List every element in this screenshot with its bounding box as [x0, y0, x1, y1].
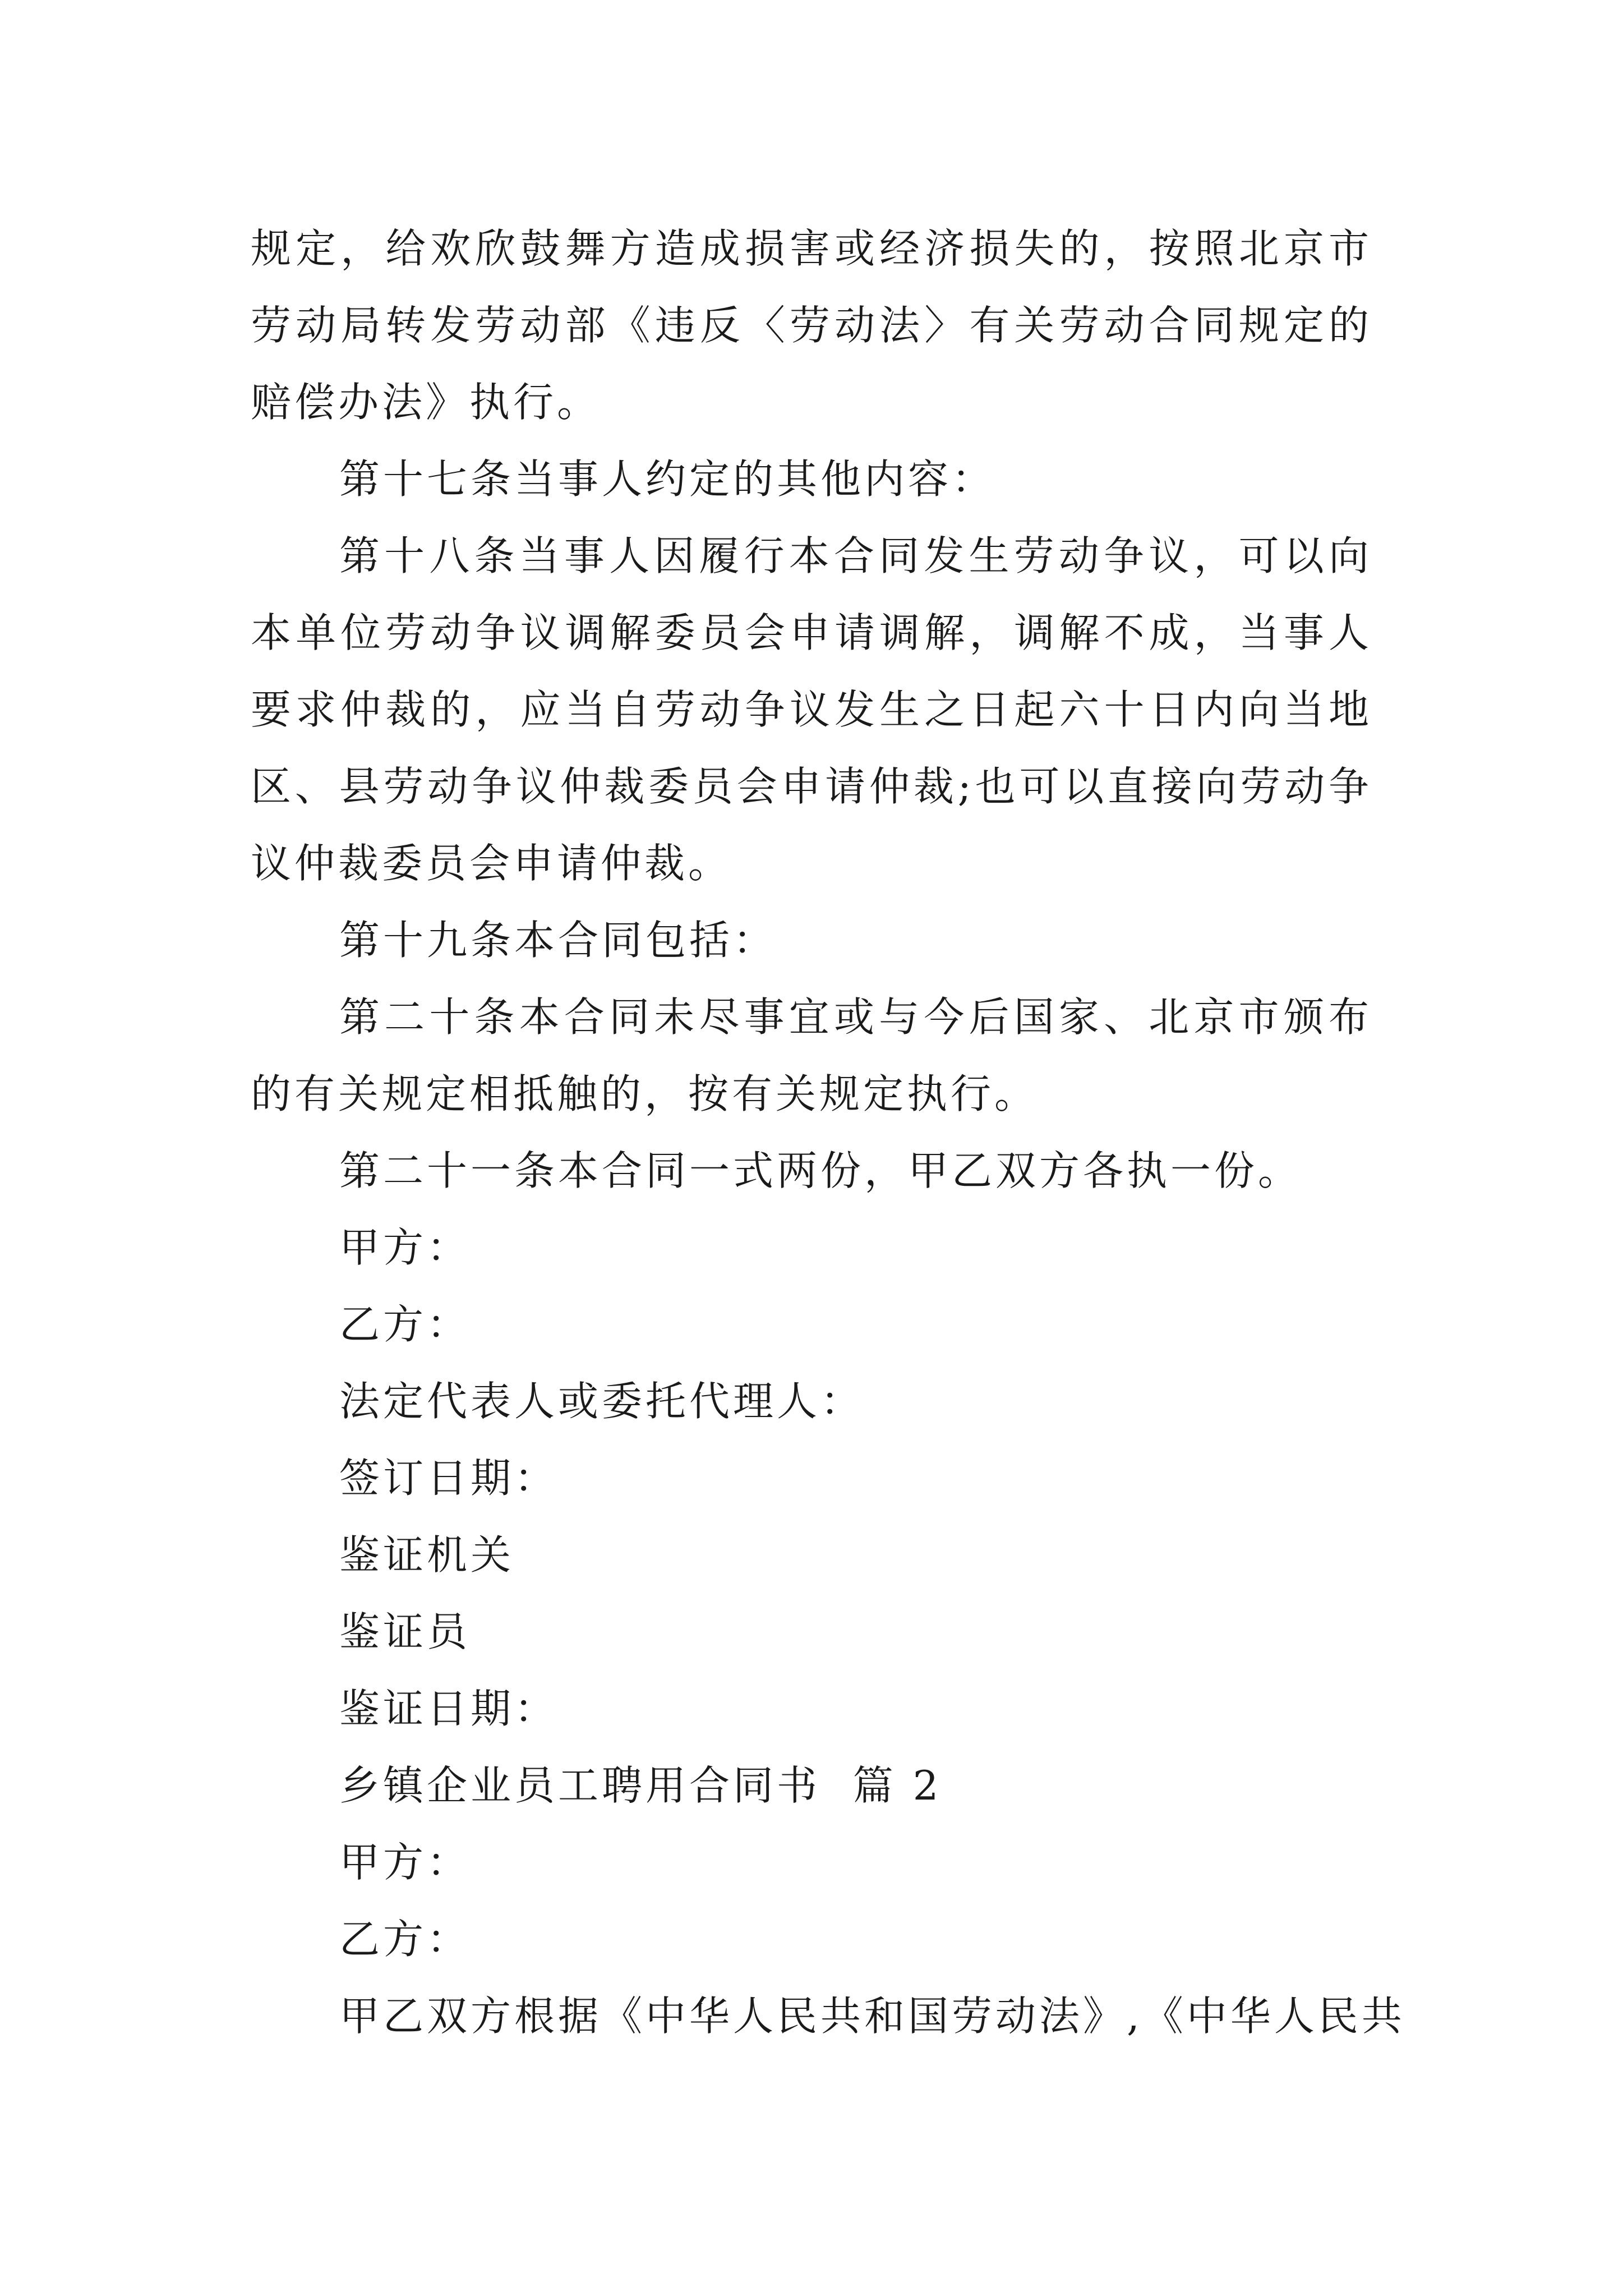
certification-authority-label: 鉴证机关: [339, 1531, 515, 1579]
paragraph-contract-basis: 甲乙双方根据《中华人民共和国劳动法》,《中华人民共: [339, 1993, 1405, 2040]
paragraph-compensation-clause: 规定，给欢欣鼓舞方造成损害或经济损失的，按照北京市劳动局转发劳动部《违反〈劳动法〉有关劳动合同规定的赔偿办法》执行。: [251, 225, 1372, 426]
certification-date-label: 鉴证日期：: [339, 1685, 559, 1732]
paragraph-article-20: 第二十条本合同未尽事宜或与今后国家、北京市颁布的有关规定相抵触的，按有关规定执行。: [251, 993, 1372, 1117]
paragraph-article-18: 第十八条当事人因履行本合同发生劳动争议，可以向本单位劳动争议调解委员会申请调解，调解不成，当事人要求仲裁的，应当自劳动争议发生之日起六十日内向当地区、县劳动争议仲裁委员会申请仲裁;也可以直接向劳动争议仲裁委员会申请仲裁。: [251, 532, 1372, 887]
paragraph-article-19: 第十九条本合同包括：: [339, 917, 777, 964]
party-b-label: 乙方：: [339, 1301, 471, 1348]
party-a-label-2: 甲方：: [339, 1839, 471, 1886]
paragraph-article-21: 第二十一条本合同一式两份，甲乙双方各执一份。: [339, 1147, 1302, 1194]
paragraph-article-17: 第十七条当事人约定的其他内容：: [339, 455, 996, 503]
signing-date-label: 签订日期：: [339, 1455, 559, 1502]
document-body: [251, 210, 1405, 2055]
party-b-label-2: 乙方：: [339, 1916, 471, 1963]
certifier-label: 鉴证员: [339, 1608, 471, 1655]
party-a-label: 甲方：: [339, 1224, 471, 1271]
legal-representative-label: 法定代表人或委托代理人：: [339, 1378, 865, 1425]
section-heading-part-2: 乡镇企业员工聘用合同书 篇 2: [339, 1762, 942, 1809]
